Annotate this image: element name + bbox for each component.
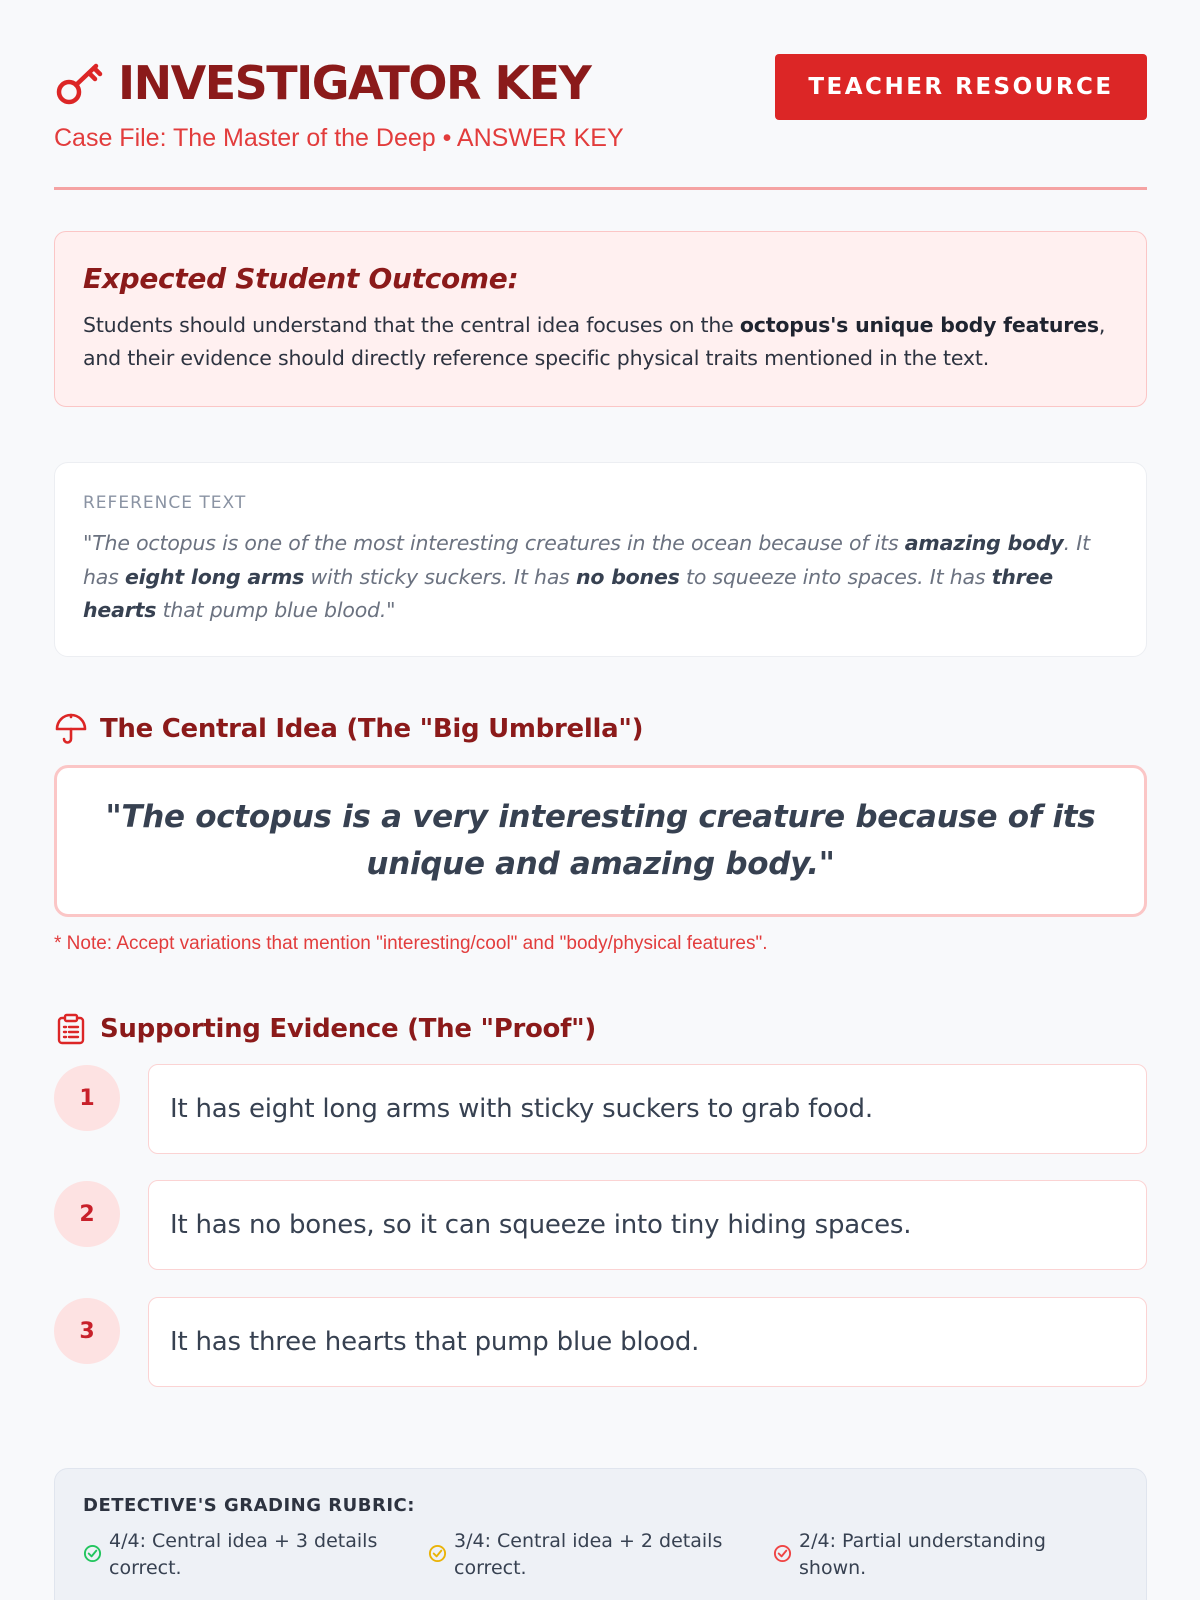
passage-part: with sticky suckers. It has	[304, 564, 576, 589]
passage-highlight: no bones	[575, 564, 680, 589]
outcome-heading: Expected Student Outcome:	[83, 262, 519, 295]
passage-part: to squeeze into spaces. It has	[679, 564, 992, 589]
teacher-resource-button[interactable]: TEACHER RESOURCE	[775, 54, 1147, 120]
rubric-items	[83, 1528, 1118, 1582]
header-divider	[54, 187, 1147, 190]
passage-highlight: amazing body	[904, 531, 1064, 555]
evidence-number: 3	[54, 1298, 120, 1364]
evidence-item: It has three hearts that pump blue blood.	[148, 1297, 1147, 1387]
passage-part: . It has	[83, 531, 1090, 589]
central-idea-statement: "The octopus is a very interesting creature because of its unique and amazing body."	[105, 799, 1096, 882]
title-row	[54, 55, 590, 111]
reference-label: REFERENCE TEXT	[83, 493, 247, 513]
rubric-title: DETECTIVE'S GRADING RUBRIC:	[83, 1495, 415, 1516]
case-file-subtitle: Case File: The Master of the Deep • ANSWER KEY	[54, 124, 624, 152]
central-idea-heading	[54, 712, 643, 746]
check-circle-icon	[428, 1544, 447, 1563]
passage-highlight: eight long arms	[124, 564, 305, 589]
reference-passage	[83, 527, 1118, 628]
reference-text-box	[54, 462, 1147, 657]
rubric-item-text: 4/4: Central idea + 3 details correct.	[109, 1530, 378, 1579]
rubric-item-text: 2/4: Partial understanding shown.	[799, 1530, 1046, 1579]
rubric-item	[773, 1528, 1118, 1582]
passage-highlight: three hearts	[83, 564, 1053, 622]
outcome-text-part: Students should understand that the central idea focuses on the	[83, 313, 740, 337]
key-icon	[54, 58, 104, 108]
check-circle-icon	[773, 1544, 792, 1563]
passage-part: that pump blue blood."	[156, 598, 396, 622]
outcome-text	[83, 309, 1118, 375]
expected-outcome-box	[54, 231, 1147, 407]
evidence-item: It has eight long arms with sticky suckers to grab food.	[148, 1064, 1147, 1154]
check-circle-icon	[83, 1544, 102, 1563]
outcome-text-part: , and their evidence should directly reference specific physical traits mentioned in the text.	[83, 313, 1106, 370]
evidence-heading	[54, 1012, 596, 1046]
passage-part: "The octopus is one of the most interesting creatures in the ocean because of its	[83, 531, 905, 555]
rubric-item-text: 3/4: Central idea + 2 details correct.	[454, 1530, 723, 1579]
rubric-item	[83, 1528, 428, 1582]
page-title: INVESTIGATOR KEY	[118, 56, 591, 110]
central-idea-box	[54, 765, 1147, 917]
answer-key-page	[54, 0, 1147, 1579]
central-idea-note: * Note: Accept variations that mention "interesting/cool" and "body/physical features".	[54, 933, 768, 954]
clipboard-icon	[54, 1012, 88, 1046]
outcome-text-bold: octopus's unique body features	[739, 313, 1099, 337]
evidence-number: 2	[54, 1181, 120, 1247]
evidence-title: Supporting Evidence (The "Proof")	[100, 1014, 596, 1044]
evidence-number: 1	[54, 1065, 120, 1131]
evidence-item: It has no bones, so it can squeeze into tiny hiding spaces.	[148, 1180, 1147, 1270]
header	[54, 0, 1147, 190]
grading-rubric	[54, 1468, 1147, 1600]
rubric-item	[428, 1528, 773, 1582]
central-idea-title: The Central Idea (The "Big Umbrella")	[100, 714, 644, 744]
umbrella-icon	[54, 712, 88, 746]
